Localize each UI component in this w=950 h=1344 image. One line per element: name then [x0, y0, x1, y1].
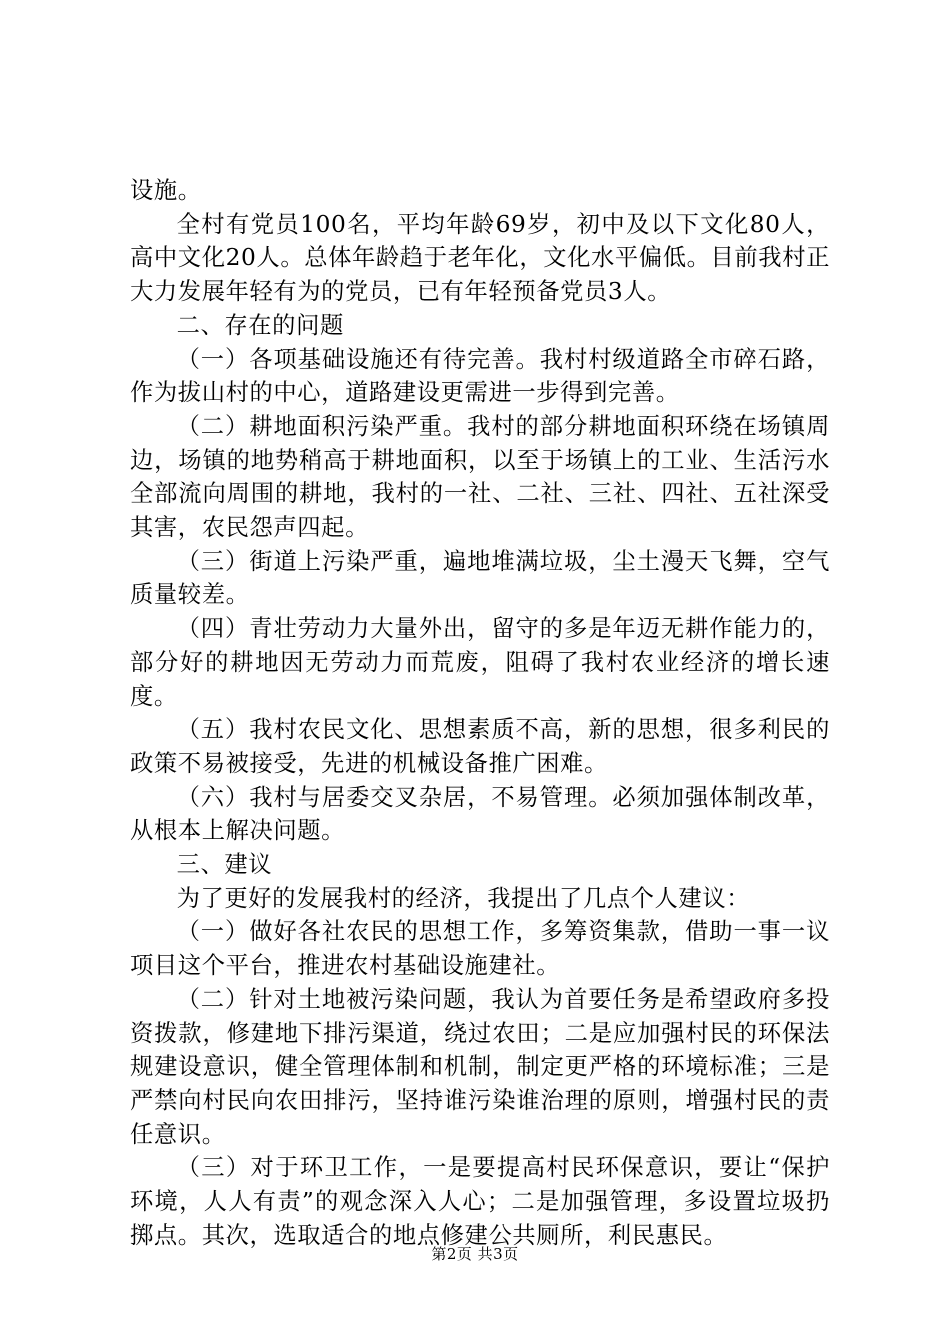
- document-body: [130, 174, 830, 1253]
- section-heading-problems: 二、存在的问题: [176, 311, 344, 339]
- paragraph-problem-6: （六）我村与居委交叉杂居，不易管理。必须加强体制改革，从根本上解决问题。: [130, 783, 830, 845]
- section-heading-suggestions: 三、建议: [176, 851, 273, 879]
- page-number-label: 第2页 共3页: [431, 1245, 519, 1263]
- paragraph-suggestion-3: （三）对于环卫工作，一是要提高村民环保意识，要让“保护环境，人人有责”的观念深入人心；二是加强管理，多设置垃圾扔掷点。其次，选取适合的地点修建公共厕所，利民惠民。: [130, 1154, 830, 1249]
- paragraph-party-members: 全村有党员100名，平均年龄69岁，初中及以下文化80人，高中文化20人。总体年龄趋于老年化，文化水平偏低。目前我村正大力发展年轻有为的党员，已有年轻预备党员3人。: [130, 210, 830, 306]
- paragraph-continuation: 设施。: [130, 177, 202, 204]
- page-footer: [0, 1244, 950, 1264]
- paragraph-suggestion-2: （二）针对土地被污染问题，我认为首要任务是希望政府多投资拨款，修建地下排污渠道，绕过农田；二是应加强村民的环保法规建设意识，健全管理体制和机制，制定更严格的环境标准；三是严禁向村民向农田排污，坚持谁污染谁治理的原则，增强村民的责任意识。: [130, 985, 830, 1148]
- paragraph-problem-3: （三）街道上污染严重，遍地堆满垃圾，尘土漫天飞舞，空气质量较差。: [130, 547, 830, 609]
- paragraph-problem-1: （一）各项基础设施还有待完善。我村村级道路全市碎石路，作为拔山村的中心，道路建设更需进一步得到完善。: [130, 345, 830, 407]
- paragraph-problem-4: （四）青壮劳动力大量外出，留守的多是年迈无耕作能力的，部分好的耕地因无劳动力而荒废，阻碍了我村农业经济的增长速度。: [130, 615, 830, 710]
- paragraph-problem-2: （二）耕地面积污染严重。我村的部分耕地面积环绕在场镇周边，场镇的地势稍高于耕地面积，以至于场镇上的工业、生活污水全部流向周围的耕地，我村的一社、二社、三社、四社、五社深受其害，农民怨声四起。: [130, 412, 830, 542]
- paragraph-suggestion-1: （一）做好各社农民的思想工作，多筹资集款，借助一事一议项目这个平台，推进农村基础设施建社。: [130, 918, 830, 980]
- paragraph-suggestions-intro: 为了更好的发展我村的经济，我提出了几点个人建议：: [176, 884, 751, 912]
- paragraph-problem-5: （五）我村农民文化、思想素质不高，新的思想，很多利民的政策不易被接受，先进的机械设备推广困难。: [130, 716, 830, 777]
